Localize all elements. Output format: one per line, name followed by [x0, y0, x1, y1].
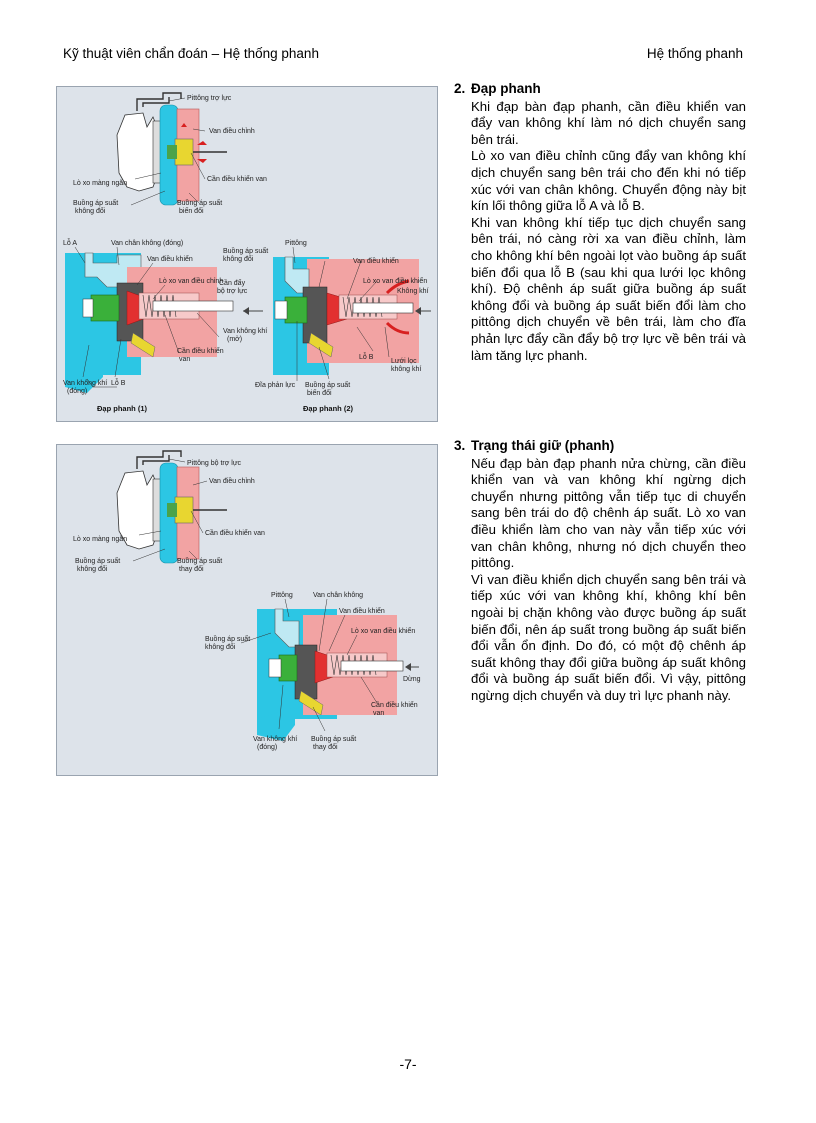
detail-left — [65, 253, 233, 393]
header-right: Hệ thống phanh — [646, 46, 743, 61]
label-can-dieu-khien-van-2: Cần điều khiển van — [205, 530, 265, 537]
section-dap-phanh — [454, 81, 746, 364]
label-luoi-loc-1: Lưới lọc — [391, 358, 417, 365]
booster-overview — [117, 93, 227, 205]
label-buong-thay-doi-2: thay đổi — [179, 566, 204, 573]
label-buong-thay-doi-b1: Buồng áp suất — [311, 736, 357, 743]
label-piston-bo-tro-luc: Pittông bộ trợ lực — [187, 460, 242, 467]
label-van-chan-khong: Van chân không — [313, 592, 364, 599]
label-dung: Dừng — [403, 676, 421, 683]
figure-brake-applied — [56, 86, 438, 422]
figure-hold-state — [56, 444, 438, 776]
label-can-day-2: bộ trợ lực — [217, 288, 248, 295]
label-lo-xo-van-dieu-chinh: Lò xo van điều chỉnh — [159, 278, 224, 285]
paragraph: Khi van không khí tiếp tục dịch chuyển sang bên trái, nó càng rời xa van điều chỉnh, làm cho không khí bên ngoài lọt vào buồng áp suất biến đổi qua lỗ B (sau khi qua lưới lọc không khí). Độ chênh áp suất giữa buồng áp suất không đổi và buồng áp suất biến đổi làm cho pittông dịch chuyển về bên trái, làm cho đĩa phản lực đẩy cần đẩy bộ trợ lực về bên trái và làm tăng lực phanh. — [471, 214, 746, 363]
label-van-dieu-khien: Van điều khiển — [147, 256, 193, 263]
label-buong-khong-doi-b2: không đổi — [205, 644, 236, 651]
label-can-dk-van-2-2: van — [373, 710, 385, 717]
label-buong-bien-doi-r2: biến đổi — [307, 390, 332, 397]
label-van-khong-khi-mo-2: (mở) — [227, 336, 243, 343]
label-van-khong-khi-mo-1: Van không khí — [223, 328, 268, 335]
label-van-khong-khi-dong-2-2: (đóng) — [257, 744, 278, 751]
label-buong-khong-doi-2: không đổi — [75, 208, 106, 215]
label-can-day-1: Cần đẩy — [219, 280, 246, 287]
label-lo-b-r: Lỗ B — [359, 354, 374, 361]
section-heading — [454, 438, 746, 455]
label-van-dieu-chinh-2: Van điều chỉnh — [209, 478, 255, 485]
label-buong-khong-doi-r2: không đổi — [223, 256, 254, 263]
label-piston-2: Pittông — [271, 592, 293, 599]
section-heading — [454, 81, 746, 98]
header-left: Kỹ thuật viên chẩn đoán – Hệ thống phanh — [63, 46, 319, 61]
booster-overview-2 — [117, 451, 227, 563]
paragraph: Vì van điều khiển dịch chuyển sang bên trái và tiếp xúc với van không khí, không khí bên ngoài bị chặn không vào được buồng áp suất biến đổi, nên áp suất trong buồng áp suất biến đổi vẫn ổn định. Do đó, có một độ chênh áp suất không thay đổi giữa buồng áp suất không đổi và buồng áp suất biến đổi. Vì vậy, pittông ngừng dịch chuyển và duy trì lực phanh này. — [471, 571, 746, 703]
section-number: 2. — [454, 81, 466, 96]
label-piston: Pittông — [285, 240, 307, 247]
label-can-dieu-khien-van: Cần điều khiển van — [207, 176, 267, 183]
label-van-dieu-khien-r: Van điều khiển — [353, 258, 399, 265]
label-lo-xo-van-dieu-khien: Lò xo van điều khiển — [363, 278, 428, 285]
label-luoi-loc-2: không khí — [391, 366, 422, 373]
label-can-dk-van-2: van — [179, 356, 191, 363]
label-lo-xo-mang-ngan-2: Lò xo màng ngăn — [73, 536, 128, 543]
paragraph: Lò xo van điều chỉnh cũng đẩy van không khí dịch chuyển sang bên trái cho đến khi nó tiếp xúc với van chân không. Chuyển động này bịt kín lối thông giữa lỗ A và lỗ B. — [471, 148, 746, 214]
arrow-left-input — [243, 307, 263, 315]
section-number: 3. — [454, 438, 466, 453]
label-buong-bien-doi-1: Buồng áp suất — [177, 200, 223, 207]
label-van-chan-khong-dong: Van chân không (đóng) — [111, 240, 184, 247]
section-title: Đạp phanh — [471, 81, 541, 96]
figure-hold-state-diagram — [57, 445, 437, 775]
label-buong-khong-doi-2-1: Buồng áp suất — [75, 558, 121, 565]
label-lo-xo-van-dieu-khien-2: Lò xo van điều khiển — [351, 628, 416, 635]
label-van-dieu-khien-2: Van điều khiển — [339, 608, 385, 615]
caption-dap-phanh-2: Đạp phanh (2) — [303, 404, 353, 413]
figure-brake-applied-diagram — [57, 87, 437, 421]
label-buong-thay-doi-1: Buồng áp suất — [177, 558, 223, 565]
section-title: Trạng thái giữ (phanh) — [471, 438, 615, 453]
label-van-khong-khi-dong-2: (đóng) — [67, 388, 88, 395]
label-khong-khi: Không khí — [397, 288, 429, 295]
label-buong-thay-doi-b2: thay đổi — [313, 744, 338, 751]
label-lo-xo-mang-ngan: Lò xo màng ngăn — [73, 180, 128, 187]
label-buong-bien-doi-2: biến đổi — [179, 208, 204, 215]
paragraph: Nếu đạp bàn đạp phanh nửa chừng, cần điều khiển van và van không khí ngừng dịch chuyển nhưng pittông vẫn tiếp tục di chuyển sang bên trái do độ chênh áp suất. Lò xo van điều khiển làm cho van này vẫn tiếp xúc với van chân không, nhưng nó dịch chuyển theo pittông. — [471, 455, 746, 571]
page-number: -7- — [399, 1056, 417, 1072]
label-lo-b: Lỗ B — [111, 380, 126, 387]
label-can-dk-van-2-1: Cần điều khiển — [371, 702, 418, 709]
label-lo-a: Lỗ A — [63, 240, 78, 247]
label-buong-khong-doi-2-2: không đổi — [77, 566, 108, 573]
caption-dap-phanh-1: Đạp phanh (1) — [97, 404, 147, 413]
arrow-dung — [405, 663, 419, 671]
label-buong-khong-doi-1: Buồng áp suất — [73, 200, 119, 207]
paragraph: Khi đạp bàn đạp phanh, cần điều khiển van đẩy van không khí làm nó dịch chuyển sang bên trái. — [471, 98, 746, 147]
label-piston-tro-luc: Pittông trợ lực — [187, 95, 232, 102]
label-buong-khong-doi-b1: Buồng áp suất — [205, 636, 251, 643]
label-buong-khong-doi-r1: Buồng áp suất — [223, 248, 269, 255]
label-can-dk-van-1: Cần điều khiển — [177, 348, 224, 355]
label-van-dieu-chinh: Van điều chỉnh — [209, 128, 255, 135]
label-van-khong-khi-dong-2-1: Van không khí — [253, 736, 298, 743]
label-buong-bien-doi-r1: Buồng áp suất — [305, 382, 351, 389]
label-van-khong-khi-dong-1: Van không khí — [63, 380, 108, 387]
label-dia-phan-luc: Đĩa phản lực — [255, 382, 296, 389]
section-trang-thai-giu — [454, 438, 746, 705]
